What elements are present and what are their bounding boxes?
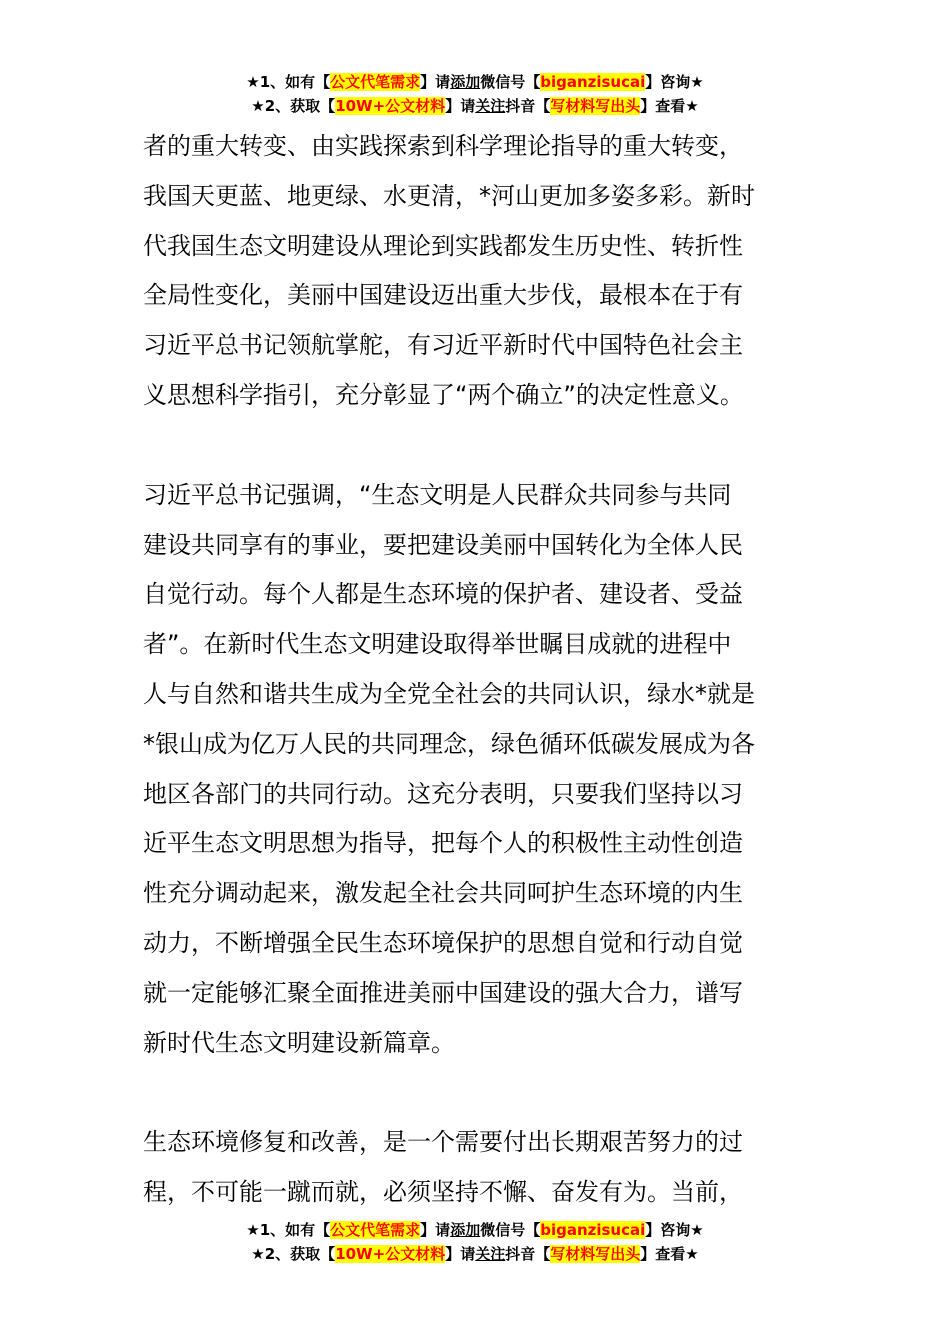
paragraph-gap — [143, 421, 813, 471]
banner-line-1: ★1、如有【公文代笔需求】请添加微信号【biganzisucai】咨询★ — [246, 1221, 704, 1239]
highlight-wechat-id: biganzisucai — [540, 73, 646, 91]
header-banner — [0, 70, 950, 118]
banner-line-2: ★2、获取【10W+公文材料】请关注抖音【写材料写出头】查看★ — [251, 1245, 699, 1263]
highlight-materials: 10W+公文材料 — [335, 1245, 446, 1263]
footer-banner — [0, 1218, 950, 1266]
highlight-wechat-id: biganzisucai — [540, 1221, 646, 1239]
highlight-materials: 10W+公文材料 — [335, 97, 446, 115]
banner-line-1: ★1、如有【公文代笔需求】请添加微信号【biganzisucai】咨询★ — [246, 73, 704, 91]
paragraph-3: 生态环境修复和改善，是一个需要付出长期艰苦努力的过 程，不可能一蹴而就，必须坚持不懈、奋发有为。当前， — [143, 1128, 743, 1207]
paragraph-gap — [143, 1068, 813, 1118]
highlight-service: 公文代笔需求 — [330, 73, 421, 91]
paragraph-1: 者的重大转变、由实践探索到科学理论指导的重大转变， 我国天更蓝、地更绿、水更清，*河山更加多姿多彩。新时 代我国生态文明建设从理论到实践都发生历史性、转折性 全局性变化，美丽中国建设迈出重大步伐，最根本在于有 习近平总书记领航掌舵，有习近平新时代中国特色社会主 义思想科学指引，充分彰显了“两个确立”的决定性意义。 — [143, 132, 755, 409]
highlight-service: 公文代笔需求 — [330, 1221, 421, 1239]
highlight-douyin-account: 写材料写出头 — [550, 1245, 641, 1263]
banner-line-2: ★2、获取【10W+公文材料】请关注抖音【写材料写出头】查看★ — [251, 97, 699, 115]
paragraph-2: 习近平总书记强调，“生态文明是人民群众共同参与共同 建设共同享有的事业，要把建设美丽中国转化为全体人民 自觉行动。每个人都是生态环境的保护者、建设者、受益 者”。在新时代生态文明建设取得举世瞩目成就的进程中 人与自然和谐共生成为全党全社会的共同认识，绿水*就是 *银山成为亿万人民的共同理念，绿色循环低碳发展成为各 地区各部门的共同行动。这充分表明，只要我们坚持以习 近平生态文明思想为指导，把每个人的积极性主动性创造 性充分调动起来，激发起全社会共同呵护生态环境的内生 动力，不断增强全民生态环境保护的思想自觉和行动自觉 就一定能够汇聚全面推进美丽中国建设的强大合力，谱写 新时代生态文明建设新篇章。 — [143, 480, 755, 1057]
highlight-douyin-account: 写材料写出头 — [550, 97, 641, 115]
document-body — [143, 122, 813, 1218]
